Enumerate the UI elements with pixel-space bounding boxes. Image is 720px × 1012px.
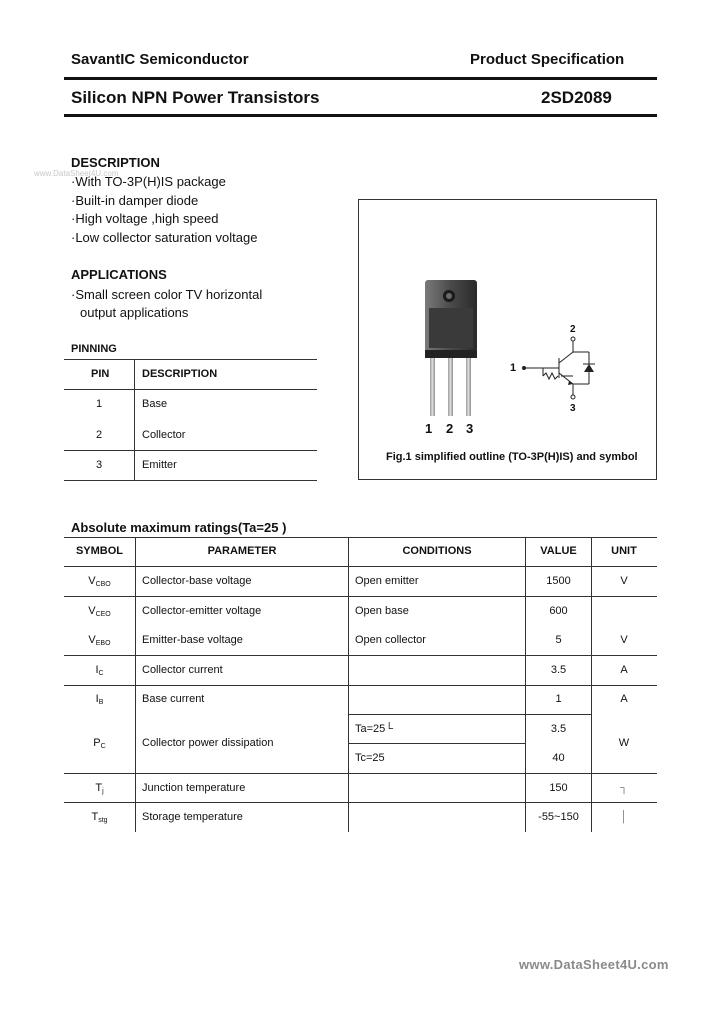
ratings-condition: Ta=25└: [355, 723, 394, 735]
ratings-parameter: Emitter-base voltage: [142, 634, 243, 646]
ratings-value: 3.5: [550, 664, 567, 676]
symbol-emitter-label: 3: [570, 403, 576, 414]
ratings-condition: Open emitter: [355, 575, 419, 587]
footer-watermark[interactable]: www.DataSheet4U.com: [519, 957, 669, 972]
pinning-col-pin: PIN: [91, 368, 110, 380]
ratings-unit: │: [620, 811, 628, 823]
part-number: 2SD2089: [541, 88, 612, 107]
pinning-desc: Emitter: [142, 459, 177, 471]
description-item: ·Built-in damper diode: [71, 193, 199, 208]
ratings-value: 1: [555, 693, 562, 705]
ratings-header-value: VALUE: [540, 545, 577, 557]
ratings-rule: [64, 685, 657, 686]
description-item: ·High voltage ,high speed: [71, 211, 219, 226]
ratings-unit: V: [620, 634, 628, 646]
watermark-top: www.DataSheet4U.com: [34, 169, 119, 178]
header-rule-top: [64, 77, 657, 80]
ratings-unit: W: [618, 737, 630, 749]
ratings-symbol: VCBO: [88, 575, 111, 588]
transistor-symbol-icon: [517, 330, 617, 420]
pinning-title: PINNING: [71, 343, 117, 355]
ratings-symbol: Tj: [95, 782, 104, 795]
ratings-rule: [64, 802, 657, 803]
applications-line: output applications: [80, 305, 189, 320]
package-outline-image: [419, 278, 499, 418]
ratings-value: 40: [552, 752, 565, 764]
ratings-header-unit: UNIT: [611, 545, 637, 557]
ratings-symbol: IB: [95, 693, 104, 706]
pinning-col-divider: [134, 360, 135, 480]
applications-title: APPLICATIONS: [71, 267, 167, 282]
symbol-base-label: 1: [510, 362, 517, 374]
ratings-condition: Open base: [355, 605, 409, 617]
ratings-value: 5: [555, 634, 562, 646]
ratings-header-symbol: SYMBOL: [75, 545, 124, 557]
ratings-symbol: VCEO: [88, 605, 111, 618]
pinning-rule: [64, 480, 317, 481]
ratings-condition: Tc=25: [355, 752, 385, 764]
ratings-title: Absolute maximum ratings(Ta=25 ): [71, 520, 287, 535]
ratings-rule: [349, 714, 592, 715]
ratings-parameter: Junction temperature: [142, 782, 246, 794]
ratings-value: -55~150: [538, 811, 579, 823]
ratings-parameter: Collector current: [142, 664, 223, 676]
ratings-rule: [64, 566, 657, 567]
figure-box: [358, 199, 657, 480]
ratings-rule: [64, 596, 657, 597]
ratings-rule: [64, 773, 657, 774]
description-title: DESCRIPTION: [71, 155, 160, 170]
pinning-rule: [64, 389, 317, 390]
ratings-unit: A: [620, 693, 628, 705]
ratings-value: 3.5: [550, 723, 567, 735]
package-pin-label: 2: [446, 421, 454, 436]
ratings-parameter: Collector power dissipation: [142, 737, 274, 749]
ratings-parameter: Base current: [142, 693, 205, 705]
applications-line: ·Small screen color TV horizontal: [71, 287, 263, 302]
ratings-symbol: PC: [93, 737, 106, 750]
pinning-pin: 3: [96, 459, 103, 471]
ratings-condition: Open collector: [355, 634, 426, 646]
pinning-desc: Collector: [142, 429, 186, 441]
figure-caption: Fig.1 simplified outline (TO-3P(H)IS) and symbol: [386, 451, 638, 463]
ratings-header-parameter: PARAMETER: [207, 545, 277, 557]
pinning-rule: [64, 359, 317, 360]
ratings-parameter: Collector-emitter voltage: [142, 605, 262, 617]
ratings-rule: [349, 743, 525, 744]
ratings-unit: A: [620, 664, 628, 676]
ratings-symbol: IC: [95, 664, 104, 677]
ratings-header-conditions: CONDITIONS: [402, 545, 472, 557]
ratings-parameter: Collector-base voltage: [142, 575, 252, 587]
ratings-parameter: Storage temperature: [142, 811, 243, 823]
package-pin-label: 1: [425, 421, 433, 436]
header-rule-bottom: [64, 114, 657, 117]
ratings-value: 150: [549, 782, 568, 794]
ratings-rule: [64, 537, 657, 538]
pinning-desc: Base: [142, 398, 168, 410]
ratings-unit: V: [620, 575, 628, 587]
package-pin-label: 3: [466, 421, 474, 436]
description-item: ·Low collector saturation voltage: [71, 230, 258, 245]
symbol-collector-label: 2: [570, 324, 576, 335]
pinning-rule: [64, 450, 317, 451]
ratings-value: 600: [549, 605, 568, 617]
ratings-symbol: Tstg: [91, 811, 108, 824]
product-line-title: Silicon NPN Power Transistors: [71, 88, 320, 107]
pinning-col-desc: DESCRIPTION: [142, 368, 218, 380]
ratings-unit: ┐: [620, 782, 628, 794]
ratings-rule: [64, 655, 657, 656]
pinning-pin: 2: [96, 429, 103, 441]
ratings-value: 1500: [546, 575, 571, 587]
company-name: SavantIC Semiconductor: [71, 51, 249, 68]
ratings-symbol: VEBO: [88, 634, 111, 647]
doc-type: Product Specification: [470, 51, 625, 68]
pinning-pin: 1: [96, 398, 103, 410]
description-item: ·With TO-3P(H)IS package: [71, 174, 226, 189]
